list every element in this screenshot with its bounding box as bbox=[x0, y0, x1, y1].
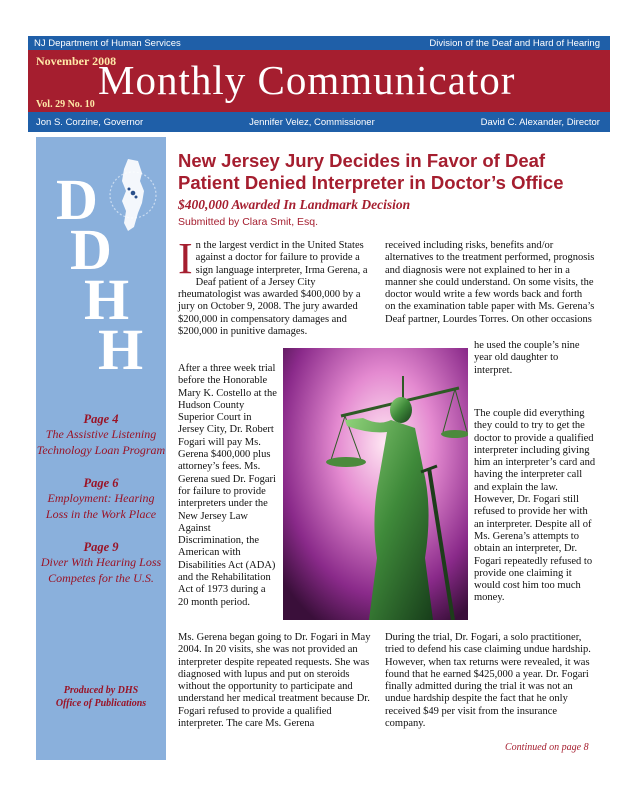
sidebar-item-page: Page 4 bbox=[83, 412, 119, 426]
issue-date: November 2008 bbox=[36, 54, 117, 68]
director-name: David C. Alexander, Director bbox=[480, 116, 600, 128]
ddhh-letter-3: H bbox=[84, 267, 130, 332]
governor-name: Jon S. Corzine, Governor bbox=[36, 116, 144, 128]
newsletter-title: Monthly Communicator bbox=[98, 57, 516, 103]
sidebar-item-page4[interactable] bbox=[36, 412, 166, 458]
article-headline: New Jersey Jury Decides in Favor of Deaf Patient Denied Interpreter in Doctor’s Office bbox=[178, 150, 564, 193]
division-name: Division of the Deaf and Hard of Hearing bbox=[429, 37, 600, 49]
sidebar-item-page9[interactable] bbox=[36, 540, 166, 586]
produced-line-1: Produced by DHS bbox=[63, 685, 139, 696]
ddhh-letter-1: D bbox=[56, 167, 98, 232]
continued-link[interactable]: Continued on page 8 bbox=[505, 742, 589, 753]
top-bar bbox=[28, 36, 610, 50]
sidebar-item-text: Diver With Hearing Loss Competes for the U.S. bbox=[40, 555, 162, 585]
masthead bbox=[28, 50, 610, 112]
department-name: NJ Department of Human Services bbox=[34, 37, 181, 49]
sidebar-item-page6[interactable] bbox=[36, 476, 166, 522]
article-paragraph-4: received including risks, benefits and/or alternatives to the treatment performed, prognosis and diagnosis were not explained to her in a manner she could understand. On some visits, the doctor would write a few words back and forth on the examination table paper with Ms. Gerena’s Deaf partner, Lourdes Torres. On other occasions bbox=[385, 240, 595, 325]
article-paragraph-1 bbox=[178, 234, 378, 338]
new-jersey-map-icon bbox=[108, 151, 158, 239]
lady-justice-photo bbox=[283, 348, 468, 620]
produced-by bbox=[36, 684, 166, 710]
sidebar bbox=[36, 137, 166, 760]
volume-number: Vol. 29 No. 10 bbox=[36, 99, 95, 110]
sidebar-item-text: Employment: Hearing Loss in the Work Place bbox=[45, 491, 157, 521]
sidebar-item-text: The Assistive Listening Technology Loan Program bbox=[36, 427, 166, 457]
ddhh-letter-2: D bbox=[70, 217, 112, 282]
paragraph-text: n the largest verdict in the United States against a doctor for failure to provide a sign language interpreter, Irma Gerena, a Deaf patient of a Jersey City rheumatologist was awarded $400,000 by a jury on October 9, 2008. The jury awarded $200,000 in compensatory damages and $200,000 in punitive damages. bbox=[178, 240, 368, 338]
drop-cap: I bbox=[178, 234, 193, 283]
article-subhead: $400,000 Awarded In Landmark Decision bbox=[178, 197, 411, 212]
article-paragraph-2: After a three week trial before the Honorable Mary K. Costello at the Hudson County Superior Court in Jersey City, Dr. Robert Fogari will pay Ms. Gerena $400,000 plus attorney’s fees. Ms. Gerena sued Dr. Fogari for failure to provide interpreters under the New Jersey Law Against Discrimination, the American with Disabilities Act (ADA) and the Rehabilitation Act of 1973 during a 20 month period. bbox=[178, 363, 277, 608]
article-byline: Submitted by Clara Smit, Esq. bbox=[178, 216, 319, 228]
article-paragraph-5: he used the couple’s nine year old daughter to interpret. bbox=[474, 340, 580, 376]
produced-line-2: Office of Publications bbox=[55, 698, 147, 709]
article-paragraph-7: During the trial, Dr. Fogari, a solo practitioner, tried to defend his case claiming undue hardship. However, when tax returns were revealed, it was found that he earned $425,000 a year. Dr. Fogari finally admitted during the trial it was not an undue hardship despite the fact that he only received $49 per visit from the insurance company. bbox=[385, 632, 591, 730]
sidebar-item-page: Page 9 bbox=[83, 540, 119, 554]
ddhh-letter-4: H bbox=[98, 317, 144, 382]
article-paragraph-6: The couple did everything they could to try to get the doctor to provide a qualified interpreter including giving him an interpreter’s card and having the interpreter call and explain the law. However, Dr. Fogari still refused to provide her with an interpreter. Despite all of Ms. Gerena’s attempts to obtain an interpreter, Dr. Fogari repeatedly refused to provide one claiming it would cost him too much money. bbox=[474, 408, 596, 604]
sidebar-item-page: Page 6 bbox=[83, 476, 119, 490]
commissioner-name: Jennifer Velez, Commissioner bbox=[249, 116, 375, 128]
article-paragraph-3: Ms. Gerena began going to Dr. Fogari in May 2004. In 20 visits, she was not provided an interpreter despite repeated requests. She was diagnosed with lupus and put on steroids without the opportunity to participate and understand her medical treatment because Dr. Fogari refused to provide a qualified interpreter. The care Ms. Gerena bbox=[178, 632, 371, 730]
staff-bar bbox=[28, 112, 610, 132]
